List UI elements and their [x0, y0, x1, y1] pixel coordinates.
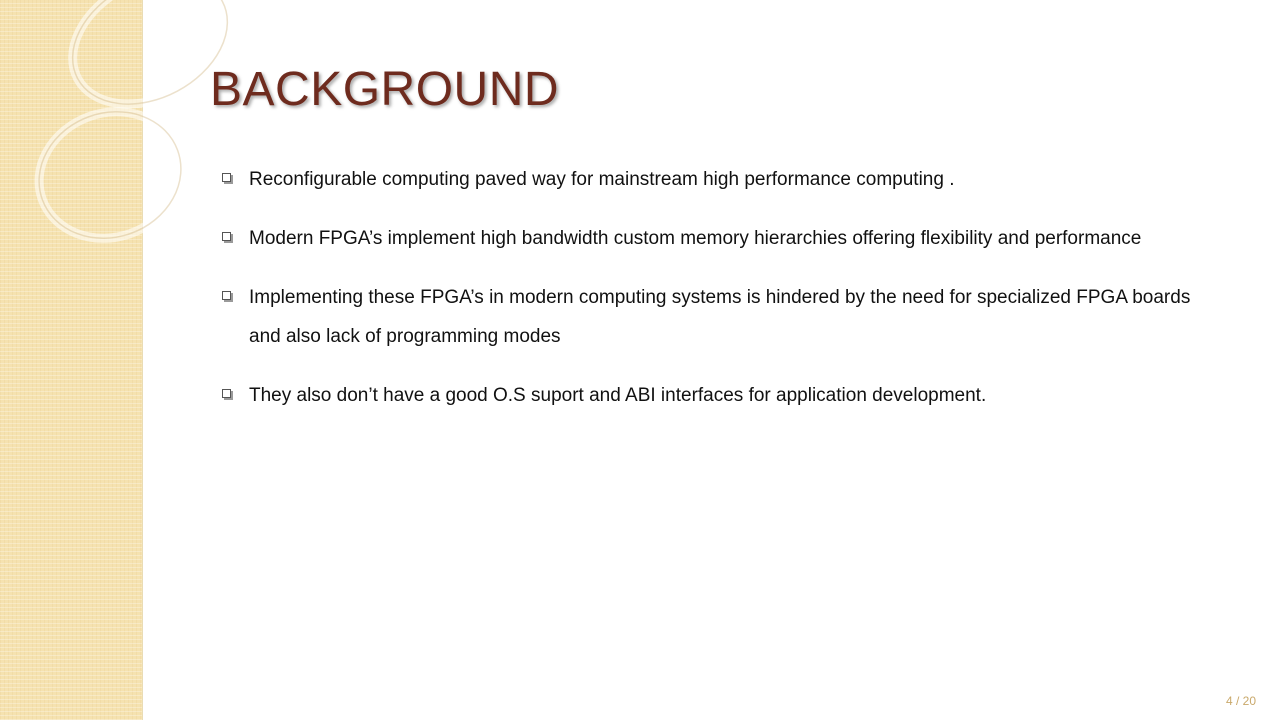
- bullet-item: [222, 376, 1212, 415]
- bullet-item: [222, 160, 1212, 199]
- hollow-square-bullet-icon: [222, 291, 231, 300]
- bullet-item: [222, 278, 1212, 356]
- page-number: 4 / 20: [1225, 694, 1256, 708]
- bullet-item: [222, 219, 1212, 258]
- decorative-rings-icon: [0, 0, 260, 260]
- bullet-list: [222, 160, 1212, 415]
- bullet-text: Reconfigurable computing paved way for mainstream high performance computing .: [249, 169, 955, 190]
- slide-title: BACKGROUND: [210, 63, 560, 116]
- hollow-square-bullet-icon: [222, 389, 231, 398]
- bullet-text: Modern FPGA’s implement high bandwidth custom memory hierarchies offering flexibility and performance: [249, 228, 1142, 249]
- bullet-text: Implementing these FPGA’s in modern computing systems is hindered by the need for specialized FPGA boards and also lack of programming modes: [249, 287, 1191, 347]
- bullet-text: They also don’t have a good O.S suport and ABI interfaces for application development.: [249, 385, 987, 406]
- hollow-square-bullet-icon: [222, 173, 231, 182]
- hollow-square-bullet-icon: [222, 232, 231, 241]
